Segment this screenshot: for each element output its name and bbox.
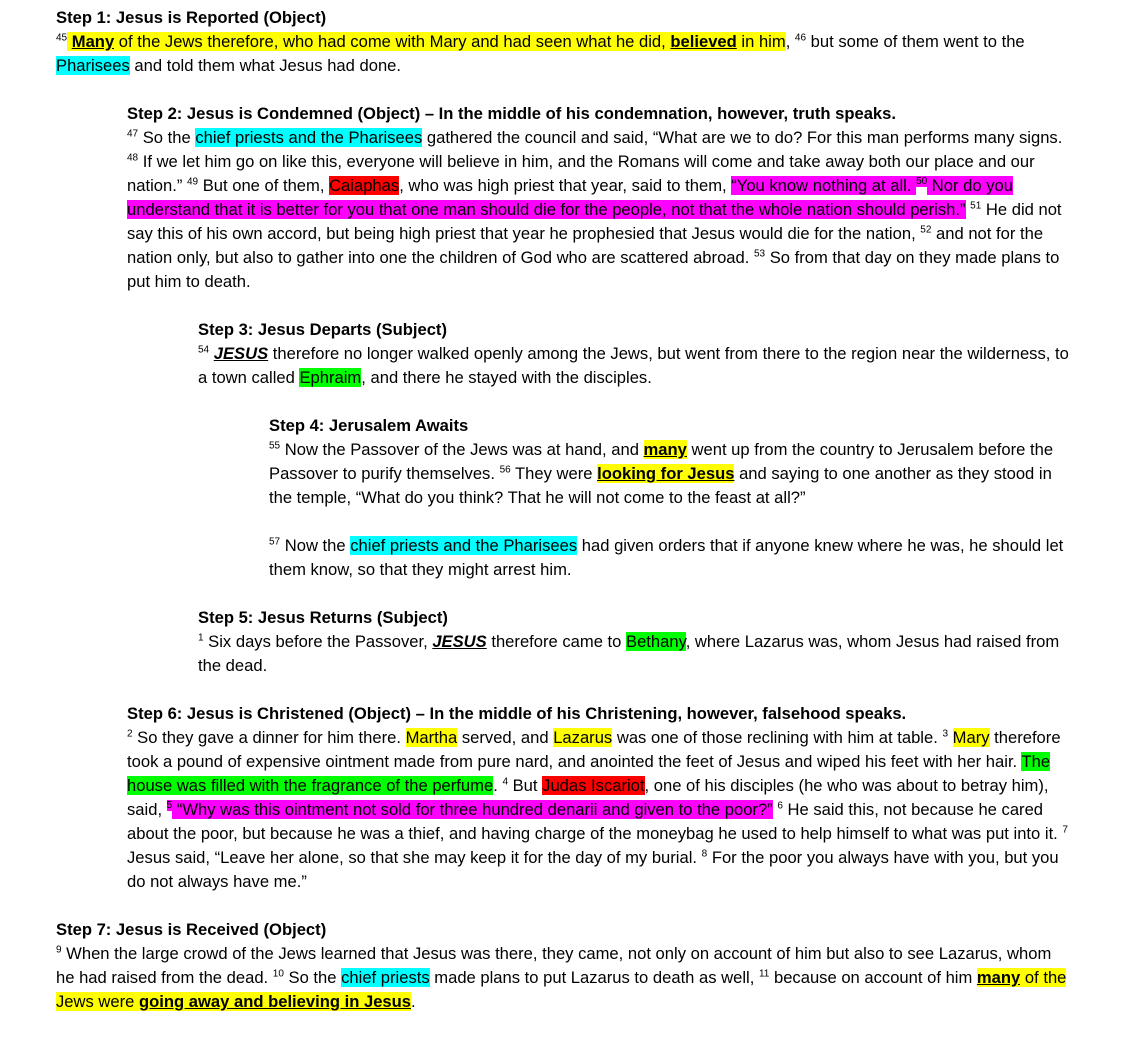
text-run: So the	[283, 968, 342, 987]
text-run: therefore took a pound of expensive ointment made from pure nard, and anointed the feet of Jesus and wiped his feet with her hair.	[127, 728, 1061, 771]
highlighted-text: chief priests	[341, 968, 430, 987]
highlighted-text: going away and believing in Jesus	[139, 992, 412, 1011]
verse-number: 5	[166, 800, 173, 812]
scripture-paragraph	[127, 726, 1072, 894]
text-run: , who was high priest that year, said to them,	[399, 176, 732, 195]
text-run: But	[508, 776, 543, 795]
highlighted-text: looking for Jesus	[597, 464, 735, 483]
scripture-paragraph	[56, 30, 1072, 78]
text-run: They were	[510, 464, 598, 483]
step-heading: Step 7: Jesus is Received (Object)	[56, 920, 327, 939]
text-run: ,	[785, 32, 795, 51]
step-heading: Step 4: Jerusalem Awaits	[269, 416, 469, 435]
verse-number: 10	[272, 968, 284, 980]
highlighted-text: Mary	[952, 728, 990, 747]
text-run: When the large crowd of the Jews learned that Jesus was there, they came, not only on account of him but also to see Lazarus, whom he had raised from the dead.	[56, 944, 1052, 987]
verse-number: 7	[1062, 824, 1068, 836]
text-run: But one of them,	[198, 176, 330, 195]
scripture-paragraph	[198, 630, 1072, 678]
verse-number: 52	[920, 224, 932, 236]
verse-number: 3	[942, 728, 949, 740]
highlighted-text: of the Jews therefore, who had come with Mary and had seen what he did,	[114, 32, 671, 51]
text-run: and told them what Jesus had done.	[129, 56, 402, 75]
text-run: For the poor you always have with you, but you do not always have me.”	[127, 848, 1059, 891]
highlighted-text: Many	[71, 32, 115, 51]
text-run: but some of them went to the	[806, 32, 1025, 51]
verse-number: 48	[127, 152, 139, 164]
step-section	[198, 318, 1072, 390]
highlighted-text: Bethany	[626, 632, 686, 651]
text-run: , where Lazarus was, whom Jesus had raised from the dead.	[198, 632, 1060, 675]
verse-number: 2	[127, 728, 133, 740]
text-run: because on account of him	[769, 968, 977, 987]
text-run: had given orders that if anyone knew where he was, he should let them know, so that they might arrest him.	[269, 536, 1064, 579]
verse-number: 11	[758, 968, 770, 980]
verse-number: 54	[198, 344, 210, 356]
step-heading: Step 5: Jesus Returns (Subject)	[198, 608, 448, 627]
verse-number: 8	[701, 848, 708, 860]
text-run: So from that day on they made plans to put him to death.	[127, 248, 1060, 291]
text-run: JESUS	[213, 344, 269, 363]
text-run: went up from the country to Jerusalem before the Passover to purify themselves.	[269, 440, 1054, 483]
verse-number: 55	[269, 440, 281, 452]
text-run: He said this, not because he cared about the poor, but because he was a thief, and having charge of the moneybag he used to help himself to what was put into it.	[127, 800, 1063, 843]
step-heading: Step 2: Jesus is Condemned (Object) – In the middle of his condemnation, however, truth speaks.	[127, 104, 896, 123]
text-run: , one of his disciples (he who was about to betray him), said,	[127, 776, 1049, 819]
highlighted-text: Judas Iscariot	[542, 776, 645, 795]
text-run	[948, 728, 953, 747]
text-run: Now the Passover of the Jews was at hand, and	[280, 440, 644, 459]
text-run: If we let him go on like this, everyone will believe in him, and the Romans will come and take away both our place and our nation.”	[127, 152, 1035, 195]
text-run: JESUS	[432, 632, 487, 651]
step-heading: Step 1: Jesus is Reported (Object)	[56, 8, 327, 27]
verse-number: 50	[916, 176, 928, 188]
scripture-paragraph	[269, 438, 1072, 510]
text-run: therefore no longer walked openly among the Jews, but went from there to the region near the wilderness, to a town called	[198, 344, 1069, 387]
highlighted-text: Nor do you understand that it is better for you that one man should die for the people, not that the whole nation should perish.”	[127, 176, 1013, 219]
scripture-paragraph	[56, 942, 1072, 1014]
text-run: and not for the nation only, but also to gather into one the children of God who are scattered abroad.	[127, 224, 1044, 267]
scripture-paragraph	[127, 126, 1072, 294]
scripture-paragraph	[269, 534, 1072, 582]
text-run: Jesus said, “Leave her alone, so that she may keep it for the day of my burial.	[127, 848, 702, 867]
highlighted-text: many	[976, 968, 1021, 987]
highlighted-text: “Why was this ointment not sold for three hundred denarii and given to the poor?”	[172, 800, 773, 819]
text-run: Now the	[280, 536, 351, 555]
highlighted-text: chief priests and the Pharisees	[350, 536, 578, 555]
highlighted-text: Pharisees	[56, 56, 130, 75]
text-run: He did not say this of his own accord, but being high priest that year he prophesied that Jesus would die for the nation,	[127, 200, 1062, 243]
step-section	[127, 102, 1072, 294]
text-run: therefore came to	[486, 632, 627, 651]
highlighted-text: Martha	[405, 728, 458, 747]
text-run: .	[411, 992, 416, 1011]
highlighted-text: many	[643, 440, 687, 459]
step-section	[56, 6, 1072, 78]
text-run: and saying to one another as they stood in the temple, “What do you think? That he will not come to the feast at all?”	[269, 464, 1052, 507]
text-run: made plans to put Lazarus to death as well,	[429, 968, 759, 987]
verse-number: 53	[753, 248, 766, 260]
highlighted-text: of the Jews were	[56, 968, 1067, 1011]
text-run: .	[493, 776, 503, 795]
step-section	[56, 918, 1072, 1014]
text-run: So they gave a dinner for him there.	[132, 728, 406, 747]
scripture-paragraph	[198, 342, 1072, 390]
verse-number: 4	[502, 776, 508, 788]
verse-number: 45	[56, 32, 68, 44]
step-heading: Step 6: Jesus is Christened (Object) – In the middle of his Christening, however, falsehood speaks.	[127, 704, 907, 723]
text-run: , and there he stayed with the disciples.	[361, 368, 652, 387]
verse-number: 46	[794, 32, 807, 44]
highlighted-text: The house was filled with the fragrance of the perfume	[127, 752, 1051, 795]
highlighted-text: Ephraim	[299, 368, 362, 387]
text-run: gathered the council and said, “What are we to do? For this man performs many signs.	[422, 128, 1063, 147]
verse-number: 1	[198, 632, 204, 644]
highlighted-text: Caiaphas	[329, 176, 400, 195]
text-run: was one of those reclining with him at table.	[612, 728, 943, 747]
step-section	[198, 606, 1072, 678]
verse-number: 47	[127, 128, 139, 140]
verse-number: 51	[970, 200, 982, 212]
text-run: So the	[138, 128, 196, 147]
highlighted-text: in him	[736, 32, 786, 51]
highlighted-text: “You know nothing at all.	[731, 176, 917, 195]
text-run: Six days before the Passover,	[203, 632, 433, 651]
highlighted-text: Lazarus	[553, 728, 613, 747]
step-section	[127, 702, 1072, 894]
step-section	[269, 414, 1072, 582]
verse-number: 6	[777, 800, 783, 812]
highlighted-text: chief priests and the Pharisees	[195, 128, 423, 147]
verse-number: 49	[186, 176, 199, 188]
text-run: served, and	[457, 728, 554, 747]
highlighted-text: believed	[670, 32, 737, 51]
verse-number: 57	[269, 536, 281, 548]
step-heading: Step 3: Jesus Departs (Subject)	[198, 320, 447, 339]
verse-number: 56	[499, 464, 511, 476]
verse-number: 9	[56, 944, 62, 956]
